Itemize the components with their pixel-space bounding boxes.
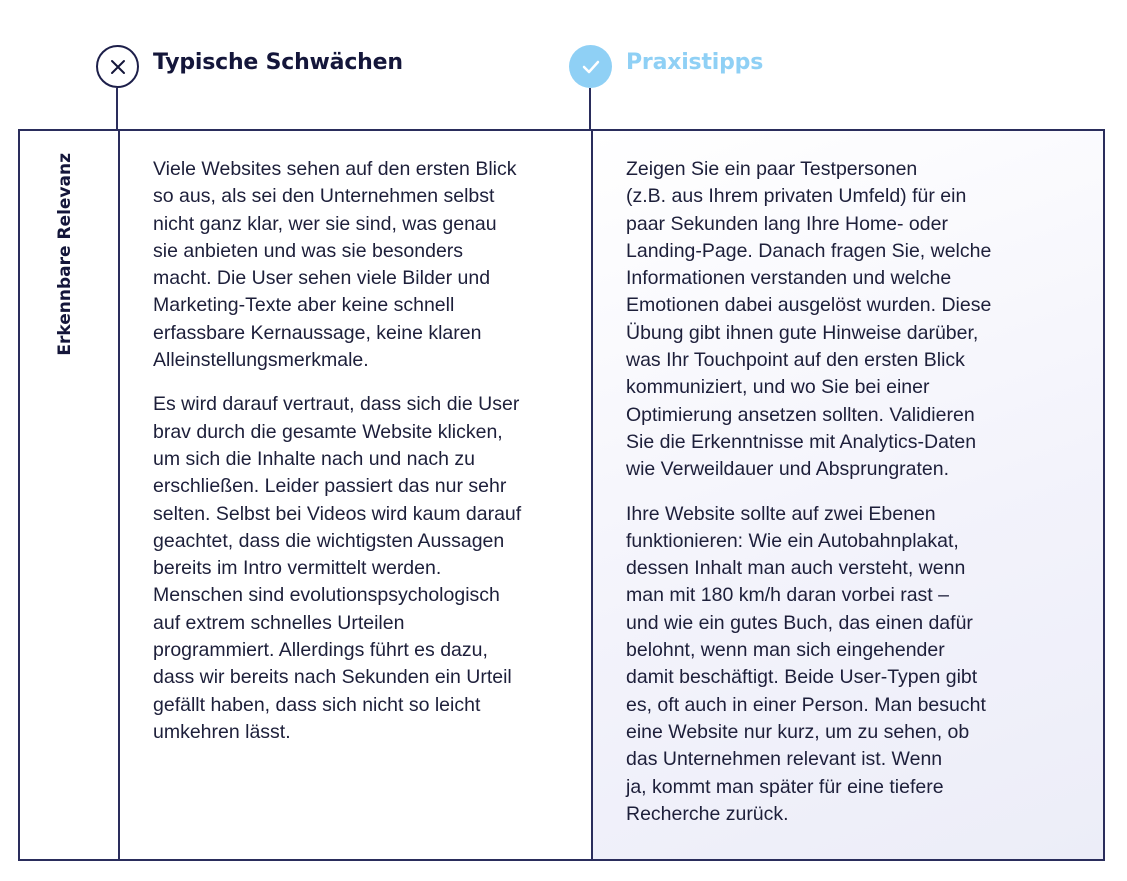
weaknesses-connector-line [116,88,118,130]
weaknesses-heading: Typische Schwächen [153,50,403,75]
comparison-table [18,129,1105,861]
weaknesses-cell [120,131,593,859]
tips-connector-line [589,88,591,130]
row-label: Erkennbare Relevanz [55,153,75,356]
check-icon [569,45,612,88]
x-icon [96,45,139,88]
row-label-cell [20,131,120,859]
tips-cell [593,131,1103,859]
weaknesses-paragraph: Es wird darauf vertraut, dass sich die User brav durch die gesamte Website klicken, um sich die Inhalte nach und nach zu erschließen. Leider passiert das nur sehr selten. Selbst bei Videos wird kaum darauf geachtet, dass die wichtigsten Aussagen bereits im Intro vermittelt werden. Menschen sind evolutionspsychologisch auf extrem schnelles Urteilen programmiert. Allerdings führt es dazu, dass wir bereits nach Sekunden ein Urteil gefällt haben, dass sich nicht so leicht umkehren lässt. [153,393,522,743]
weaknesses-paragraph: Viele Websites sehen auf den ersten Blick so aus, als sei den Unternehmen selbst nicht ganz klar, wer sie sind, was genau sie anbieten und was sie besonders macht. Die User sehen viele Bilder und Marketing-Texte aber keine schnell erfassbare Kernaussage, keine klaren Alleinstellungsmerkmale. [153,158,517,372]
weaknesses-text [153,156,579,763]
tips-text [626,156,1091,845]
tips-paragraph: Zeigen Sie ein paar Testpersonen (z.B. aus Ihrem privaten Umfeld) für ein paar Sekunden lang Ihre Home- oder Landing-Page. Danach fragen Sie, welche Informationen verstanden und welche Emotionen dabei ausgelöst wurden. Diese Übung gibt ihnen gute Hinweise darüber, was Ihr Touchpoint auf den ersten Blick kommuniziert, und wo Sie bei einer Optimierung ansetzen sollten. Validieren Sie die Erkenntnisse mit Analytics-Daten wie Verweildauer und Absprungraten. [626,158,992,481]
tips-paragraph: Ihre Website sollte auf zwei Ebenen funktionieren: Wie ein Autobahnplakat, dessen Inhalt man auch versteht, wenn man mit 180 km/h daran vorbei rast – und wie ein gutes Buch, das einen dafür belohnt, wenn man sich eingehender damit beschäftigt. Beide User-Typen gibt es, oft auch in einer Person. Man besucht eine Website nur kurz, um zu sehen, ob das Unternehmen relevant ist. Wenn ja, kommt man später für eine tiefere Recherche zurück. [626,502,986,825]
tips-heading: Praxistipps [626,50,764,75]
